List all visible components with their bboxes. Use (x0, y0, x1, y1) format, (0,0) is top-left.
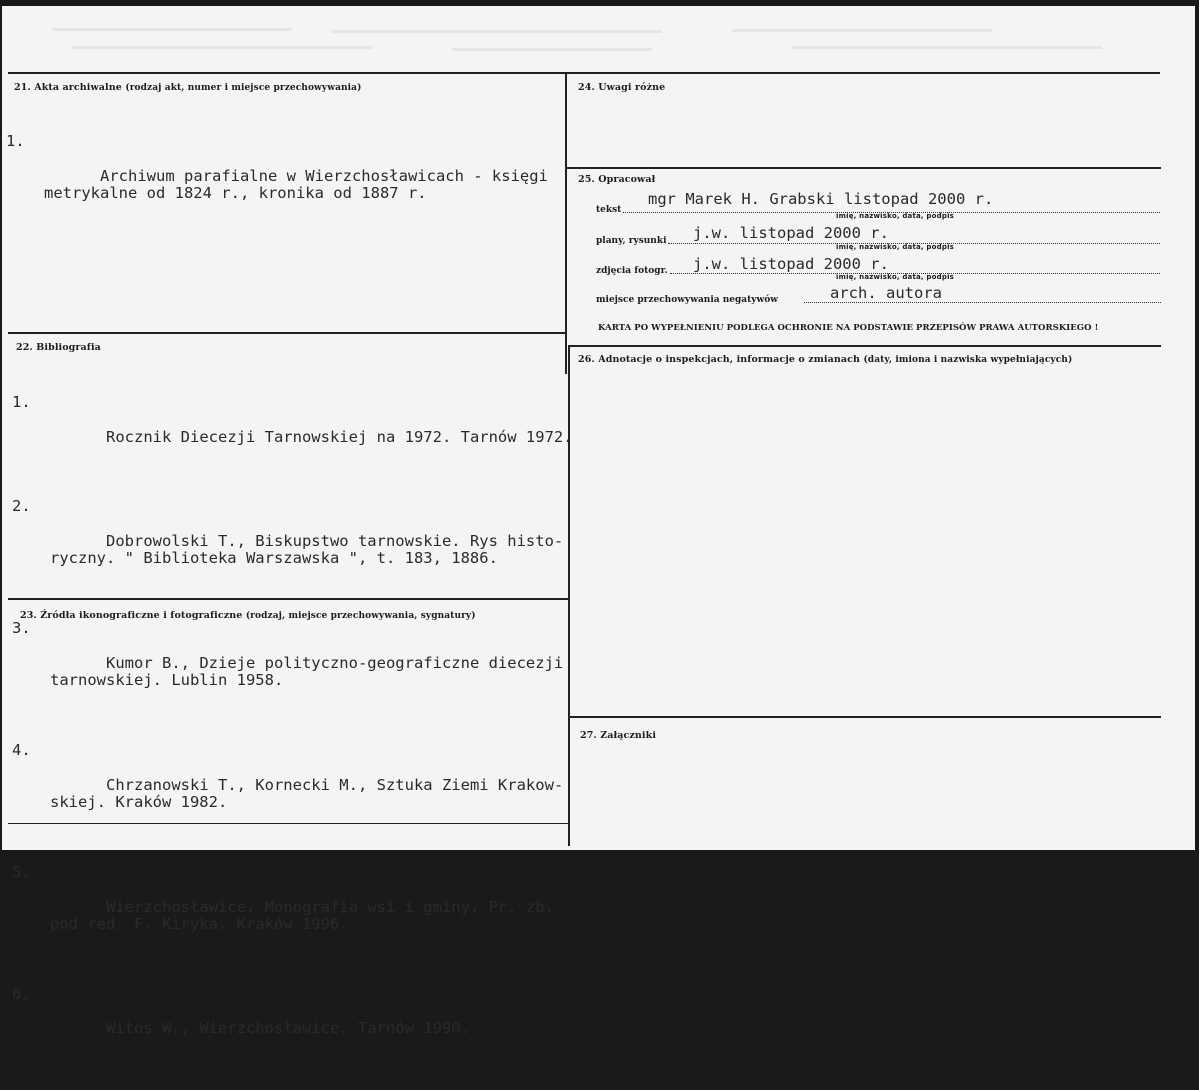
section-26-header (578, 354, 1072, 365)
bleed-through-texture (32, 24, 1142, 64)
rule-21-22 (8, 332, 566, 334)
section-22-number: 22. (16, 342, 33, 353)
entry-number: 6. (12, 984, 31, 1003)
entry-text: Chrzanowski T., Kornecki M., Sztuka Ziemi Krakow- skiej. Kraków 1982. (50, 775, 564, 812)
entry-number: 3. (12, 619, 31, 638)
section-22-header (16, 342, 101, 353)
entry-text: Rocznik Diecezji Tarnowskiej na 1972. Tarnów 1972. (106, 427, 573, 446)
entry-number: 1. (12, 392, 31, 411)
section-21-entries (6, 98, 548, 255)
bibliography-item (12, 742, 573, 829)
drawings-author-label: plany, rysunki (596, 236, 667, 246)
section-21-title: Akta archiwalne (34, 82, 122, 93)
bibliography-item (12, 498, 573, 585)
column-divider-top (565, 72, 567, 374)
section-26-subtitle: (daty, imiona i nazwiska wypełniających) (863, 355, 1073, 365)
negatives-location-value: arch. autora (830, 284, 942, 302)
entry-number: 1. (6, 131, 25, 150)
negatives-location-dotted-line (804, 302, 1161, 303)
section-26-number: 26. (578, 354, 595, 365)
rule-26-27 (568, 716, 1161, 718)
archive-entry (6, 133, 548, 220)
section-23-header (20, 610, 476, 621)
drawings-author-value: j.w. listopad 2000 r. (693, 224, 889, 242)
section-21-number: 21. (14, 82, 31, 93)
section-27-header (580, 730, 656, 741)
entry-number: 5. (12, 862, 31, 881)
entry-number: 2. (12, 497, 31, 516)
section-21-header (14, 82, 361, 93)
section-24-title: Uwagi różne (598, 82, 666, 93)
section-27-title: Załączniki (600, 730, 657, 741)
rule-25-26 (568, 345, 1161, 347)
section-23-number: 23. (20, 610, 37, 621)
text-author-label: tekst (596, 205, 622, 215)
section-23-subtitle: (rodzaj, miejsce przechowywania, sygnatury) (245, 611, 476, 621)
section-23-title: Źródła ikonograficzne i fotograficzne (40, 610, 243, 621)
photos-author-hint: imię, nazwisko, data, podpis (836, 273, 955, 281)
section-26-title: Adnotacje o inspekcjach, informacje o zmianach (598, 354, 861, 365)
bibliography-list (12, 359, 573, 1090)
section-24-header (578, 82, 665, 93)
drawings-author-hint: imię, nazwisko, data, podpis (836, 243, 955, 251)
bibliography-item (12, 620, 573, 707)
rule-24-25 (565, 167, 1161, 169)
entry-text: Kumor B., Dzieje polityczno-geograficzne diecezji tarnowskiej. Lublin 1958. (50, 653, 564, 690)
section-22-title: Bibliografia (36, 342, 101, 353)
section-27-number: 27. (580, 730, 597, 741)
entry-number: 4. (12, 740, 31, 759)
entry-text: Dobrowolski T., Biskupstwo tarnowskie. Rys histo- ryczny. " Biblioteka Warszawska ", t. 183, 1886. (50, 532, 564, 568)
bibliography-item (12, 864, 573, 951)
section-25-header (578, 174, 655, 185)
negatives-location-label: miejsce przechowywania negatywów (596, 295, 778, 305)
entry-text: Wierzchosławice. Monografia wsi i gminy. Pr. zb. pod red. F. Kiryka. Kraków 1996. (50, 897, 554, 933)
photos-author-label: zdjęcia fotogr. (596, 266, 668, 276)
top-rule (8, 72, 1160, 74)
text-author-value: mgr Marek H. Grabski listopad 2000 r. (648, 190, 994, 208)
photos-author-value: j.w. listopad 2000 r. (693, 255, 889, 273)
entry-text: Witos W., Wierzchosławice. Tarnów 1990. (106, 1019, 470, 1038)
section-21-subtitle: (rodzaj akt, numer i miejsce przechowywania) (125, 83, 362, 93)
bibliography-item (12, 394, 573, 464)
text-author-hint: imię, nazwisko, data, podpis (836, 212, 955, 220)
section-25-number: 25. (578, 174, 595, 185)
copyright-notice: KARTA PO WYPEŁNIENIU PODLEGA OCHRONIE NA PODSTAWIE PRZEPISÓW PRAWA AUTORSKIEGO ! (598, 323, 1099, 333)
record-card (2, 6, 1195, 1038)
bibliography-item (12, 986, 573, 1056)
entry-text: Archiwum parafialne w Wierzchosławicach - księgi metrykalne od 1824 r., kronika od 1887 r. (44, 166, 548, 203)
section-25-title: Opracował (598, 174, 656, 185)
section-24-number: 24. (578, 82, 595, 93)
